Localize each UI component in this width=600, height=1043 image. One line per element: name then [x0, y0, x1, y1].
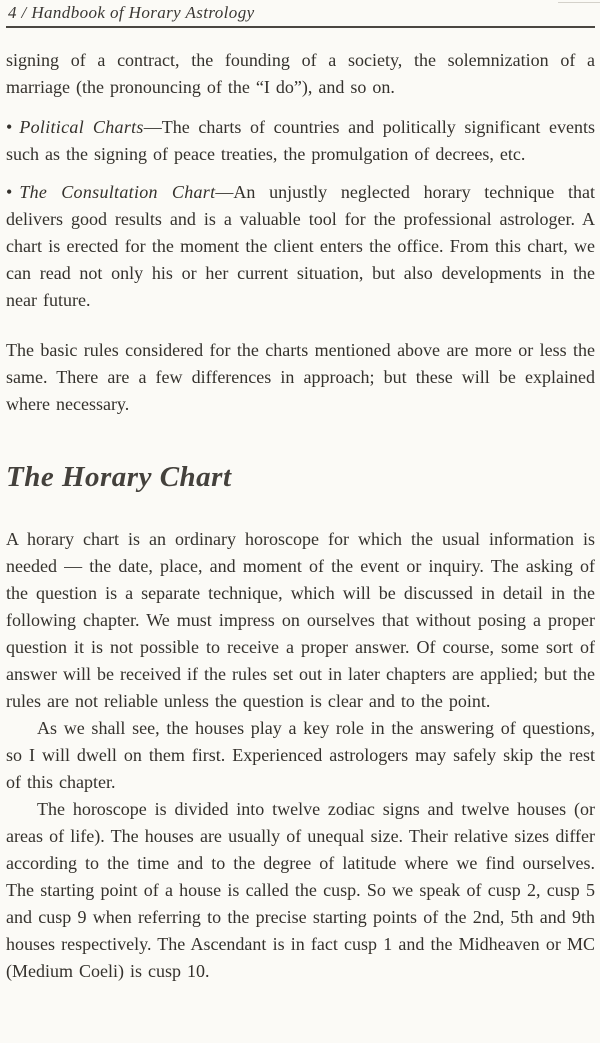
bullet-body-political-charts: The charts of countries and politically significant events such as the signing of peace treaties, the promulgation of decrees, etc.	[6, 117, 595, 164]
bullet-lead-political-charts: Political Charts	[19, 117, 144, 137]
header-rule	[6, 26, 595, 28]
paragraph-intro: signing of a contract, the founding of a society, the solemnization of a marriage (the pronouncing of the “I do”), and so on.	[6, 50, 595, 97]
em-dash: —	[215, 182, 234, 202]
paragraph-houses-intro: As we shall see, the houses play a key role in the answering of questions, so I will dwell on them first. Experienced astrologers may safely skip the rest of this chapter.	[6, 718, 595, 792]
paragraph-horoscope-division: The horoscope is divided into twelve zodiac signs and twelve houses (or areas of life). The houses are usually of unequal size. Their relative sizes differ according to the time and to the degree of latitude where we find ourselves. The starting point of a house is called the cusp. So we speak of cusp 2, cusp 5 and cusp 9 when referring to the precise starting points of the 2nd, 5th and 9th houses respectively. The Ascendant is in fact cusp 1 and the Midheaven or MC (Medium Coeli) is cusp 10.	[6, 799, 595, 981]
running-header: 4 / Handbook of Horary Astrology	[8, 3, 255, 22]
bullet-item-political-charts	[6, 114, 595, 168]
paragraph-horary-chart-info: A horary chart is an ordinary horoscope for which the usual information is needed — the date, place, and moment of the event or inquiry. The asking of the question is a separate technique, which will be discussed in detail in the following chapter. We must impress on ourselves that without posing a proper question it is not possible to receive a proper answer. Of course, some sort of answer will be received if the rules set out in later chapters are applied; but the rules are not reliable unless the question is clear and to the point.	[6, 529, 595, 711]
page-body	[6, 47, 595, 985]
scan-artifact-line	[558, 2, 600, 3]
bullet-icon: •	[6, 182, 13, 202]
section-heading-the-horary-chart: The Horary Chart	[6, 461, 232, 493]
bullet-body-consultation-chart: An unjustly neglected horary technique that delivers good results and is a valuable tool for the professional astrologer. A chart is erected for the moment the client enters the office. From this chart, we can read not only his or her current situation, but also developments in the near future.	[6, 182, 595, 310]
bullet-lead-consultation-chart: The Consultation Chart	[19, 182, 216, 202]
em-dash: —	[143, 117, 162, 137]
bullet-item-consultation-chart	[6, 179, 595, 314]
bullet-icon: •	[6, 117, 13, 137]
paragraph-basic-rules: The basic rules considered for the charts mentioned above are more or less the same. There are a few differences in approach; but these will be explained where necessary.	[6, 340, 595, 414]
